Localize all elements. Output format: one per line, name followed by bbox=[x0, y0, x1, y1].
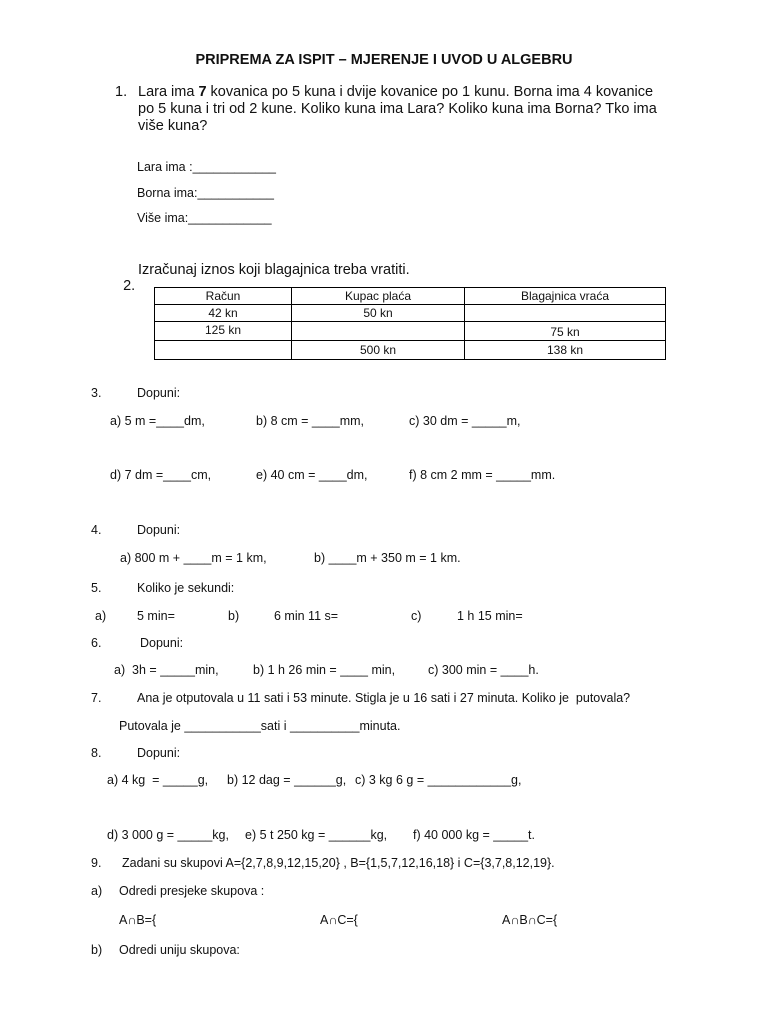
question-number: 8. bbox=[91, 746, 102, 760]
question-label: Koliko je sekundi: bbox=[137, 581, 235, 595]
table-cell: 75 kn bbox=[465, 322, 666, 341]
question-label: Dopuni: bbox=[137, 386, 181, 400]
page-title: PRIPREMA ZA ISPIT – MJERENJE I UVOD U ALGEBRU bbox=[195, 52, 573, 68]
table-cell bbox=[292, 322, 465, 341]
set-intersection-ac: A∩C={ bbox=[320, 913, 358, 927]
question-label: Dopuni: bbox=[140, 636, 184, 650]
question-number: 3. bbox=[91, 386, 102, 400]
item-letter: b) bbox=[228, 609, 240, 623]
column-header: Blagajnica vraća bbox=[465, 288, 666, 305]
question-number: 2. bbox=[123, 278, 136, 294]
table-cell: 500 kn bbox=[292, 341, 465, 360]
exercise-item: 5 min= bbox=[137, 609, 175, 623]
item-letter: a) bbox=[95, 609, 107, 623]
exercise-item: a) 3h = _____min, bbox=[114, 663, 219, 677]
table-cell bbox=[465, 305, 666, 322]
question-label: Dopuni: bbox=[137, 746, 181, 760]
subquestion-text: Odredi uniju skupova: bbox=[119, 943, 240, 957]
question-number: 5. bbox=[91, 581, 102, 595]
bold-number: 7 bbox=[198, 84, 207, 100]
table-row bbox=[155, 341, 666, 360]
exercise-item: d) 3 000 g = _____kg, bbox=[107, 828, 229, 842]
subquestion-text: Odredi presjeke skupova : bbox=[119, 884, 265, 898]
text-part: kovanica po 5 kuna i dvije kovanice po 1 kunu. Borna ima 4 kovanice po 5 kuna i tri od 2 kune. Koliko kuna ima Lara? Koliko kuna ima Borna? Tko ima više kuna? bbox=[138, 84, 657, 134]
column-header: Račun bbox=[155, 288, 292, 305]
item-letter: a) bbox=[91, 884, 103, 898]
exercise-item: a) 5 m =____dm, bbox=[110, 414, 205, 428]
exercise-item: c) 3 kg 6 g = ____________g, bbox=[355, 773, 522, 787]
table-header-row bbox=[155, 288, 666, 305]
cashier-table bbox=[154, 287, 666, 360]
item-letter: b) bbox=[91, 943, 103, 957]
question-number: 1. bbox=[115, 84, 128, 100]
table-cell: 50 kn bbox=[292, 305, 465, 322]
set-intersection-abc: A∩B∩C={ bbox=[502, 913, 558, 927]
answer-line-borna: Borna ima:___________ bbox=[137, 186, 274, 200]
exercise-item: b) 1 h 26 min = ____ min, bbox=[253, 663, 396, 677]
question-text: Izračunaj iznos koji blagajnica treba vratiti. bbox=[138, 262, 410, 278]
exercise-item: a) 800 m + ____m = 1 km, bbox=[120, 551, 267, 565]
exercise-item: e) 5 t 250 kg = ______kg, bbox=[245, 828, 388, 842]
question-number: 4. bbox=[91, 523, 102, 537]
exercise-item: b) ____m + 350 m = 1 km. bbox=[314, 551, 461, 565]
table-cell: 125 kn bbox=[155, 322, 292, 341]
answer-line: Putovala je ___________sati i __________minuta. bbox=[119, 719, 401, 733]
exercise-item: e) 40 cm = ____dm, bbox=[256, 468, 368, 482]
exercise-item: a) 4 kg = _____g, bbox=[107, 773, 209, 787]
table-cell: 42 kn bbox=[155, 305, 292, 322]
question-number: 7. bbox=[91, 691, 102, 705]
question-text: Zadani su skupovi A={2,7,8,9,12,15,20} , B={1,5,7,12,16,18} i C={3,7,8,12,19}. bbox=[122, 856, 555, 870]
table-row bbox=[155, 322, 666, 341]
exercise-item: c) 30 dm = _____m, bbox=[409, 414, 521, 428]
question-label: Dopuni: bbox=[137, 523, 181, 537]
exercise-item: f) 8 cm 2 mm = _____mm. bbox=[409, 468, 556, 482]
question-text bbox=[138, 84, 658, 135]
text-part: Lara ima bbox=[138, 84, 199, 100]
item-letter: c) bbox=[411, 609, 422, 623]
answer-line-lara: Lara ima :____________ bbox=[137, 160, 277, 174]
exercise-item: f) 40 000 kg = _____t. bbox=[413, 828, 535, 842]
set-intersection-ab: A∩B={ bbox=[119, 913, 157, 927]
table-row bbox=[155, 305, 666, 322]
exercise-item: d) 7 dm =____cm, bbox=[110, 468, 212, 482]
question-text: Ana je otputovala u 11 sati i 53 minute. Stigla je u 16 sati i 27 minuta. Koliko je putovala? bbox=[137, 691, 631, 705]
question-number: 6. bbox=[91, 636, 102, 650]
table-cell: 138 kn bbox=[465, 341, 666, 360]
exercise-item: c) 300 min = ____h. bbox=[428, 663, 539, 677]
exercise-item: 1 h 15 min= bbox=[457, 609, 523, 623]
question-number: 9. bbox=[91, 856, 102, 870]
exercise-item: b) 8 cm = ____mm, bbox=[256, 414, 365, 428]
table-cell bbox=[155, 341, 292, 360]
column-header: Kupac plaća bbox=[292, 288, 465, 305]
exercise-item: 6 min 11 s= bbox=[274, 609, 339, 623]
answer-line-vise: Više ima:____________ bbox=[137, 211, 272, 225]
exercise-item: b) 12 dag = ______g, bbox=[227, 773, 347, 787]
